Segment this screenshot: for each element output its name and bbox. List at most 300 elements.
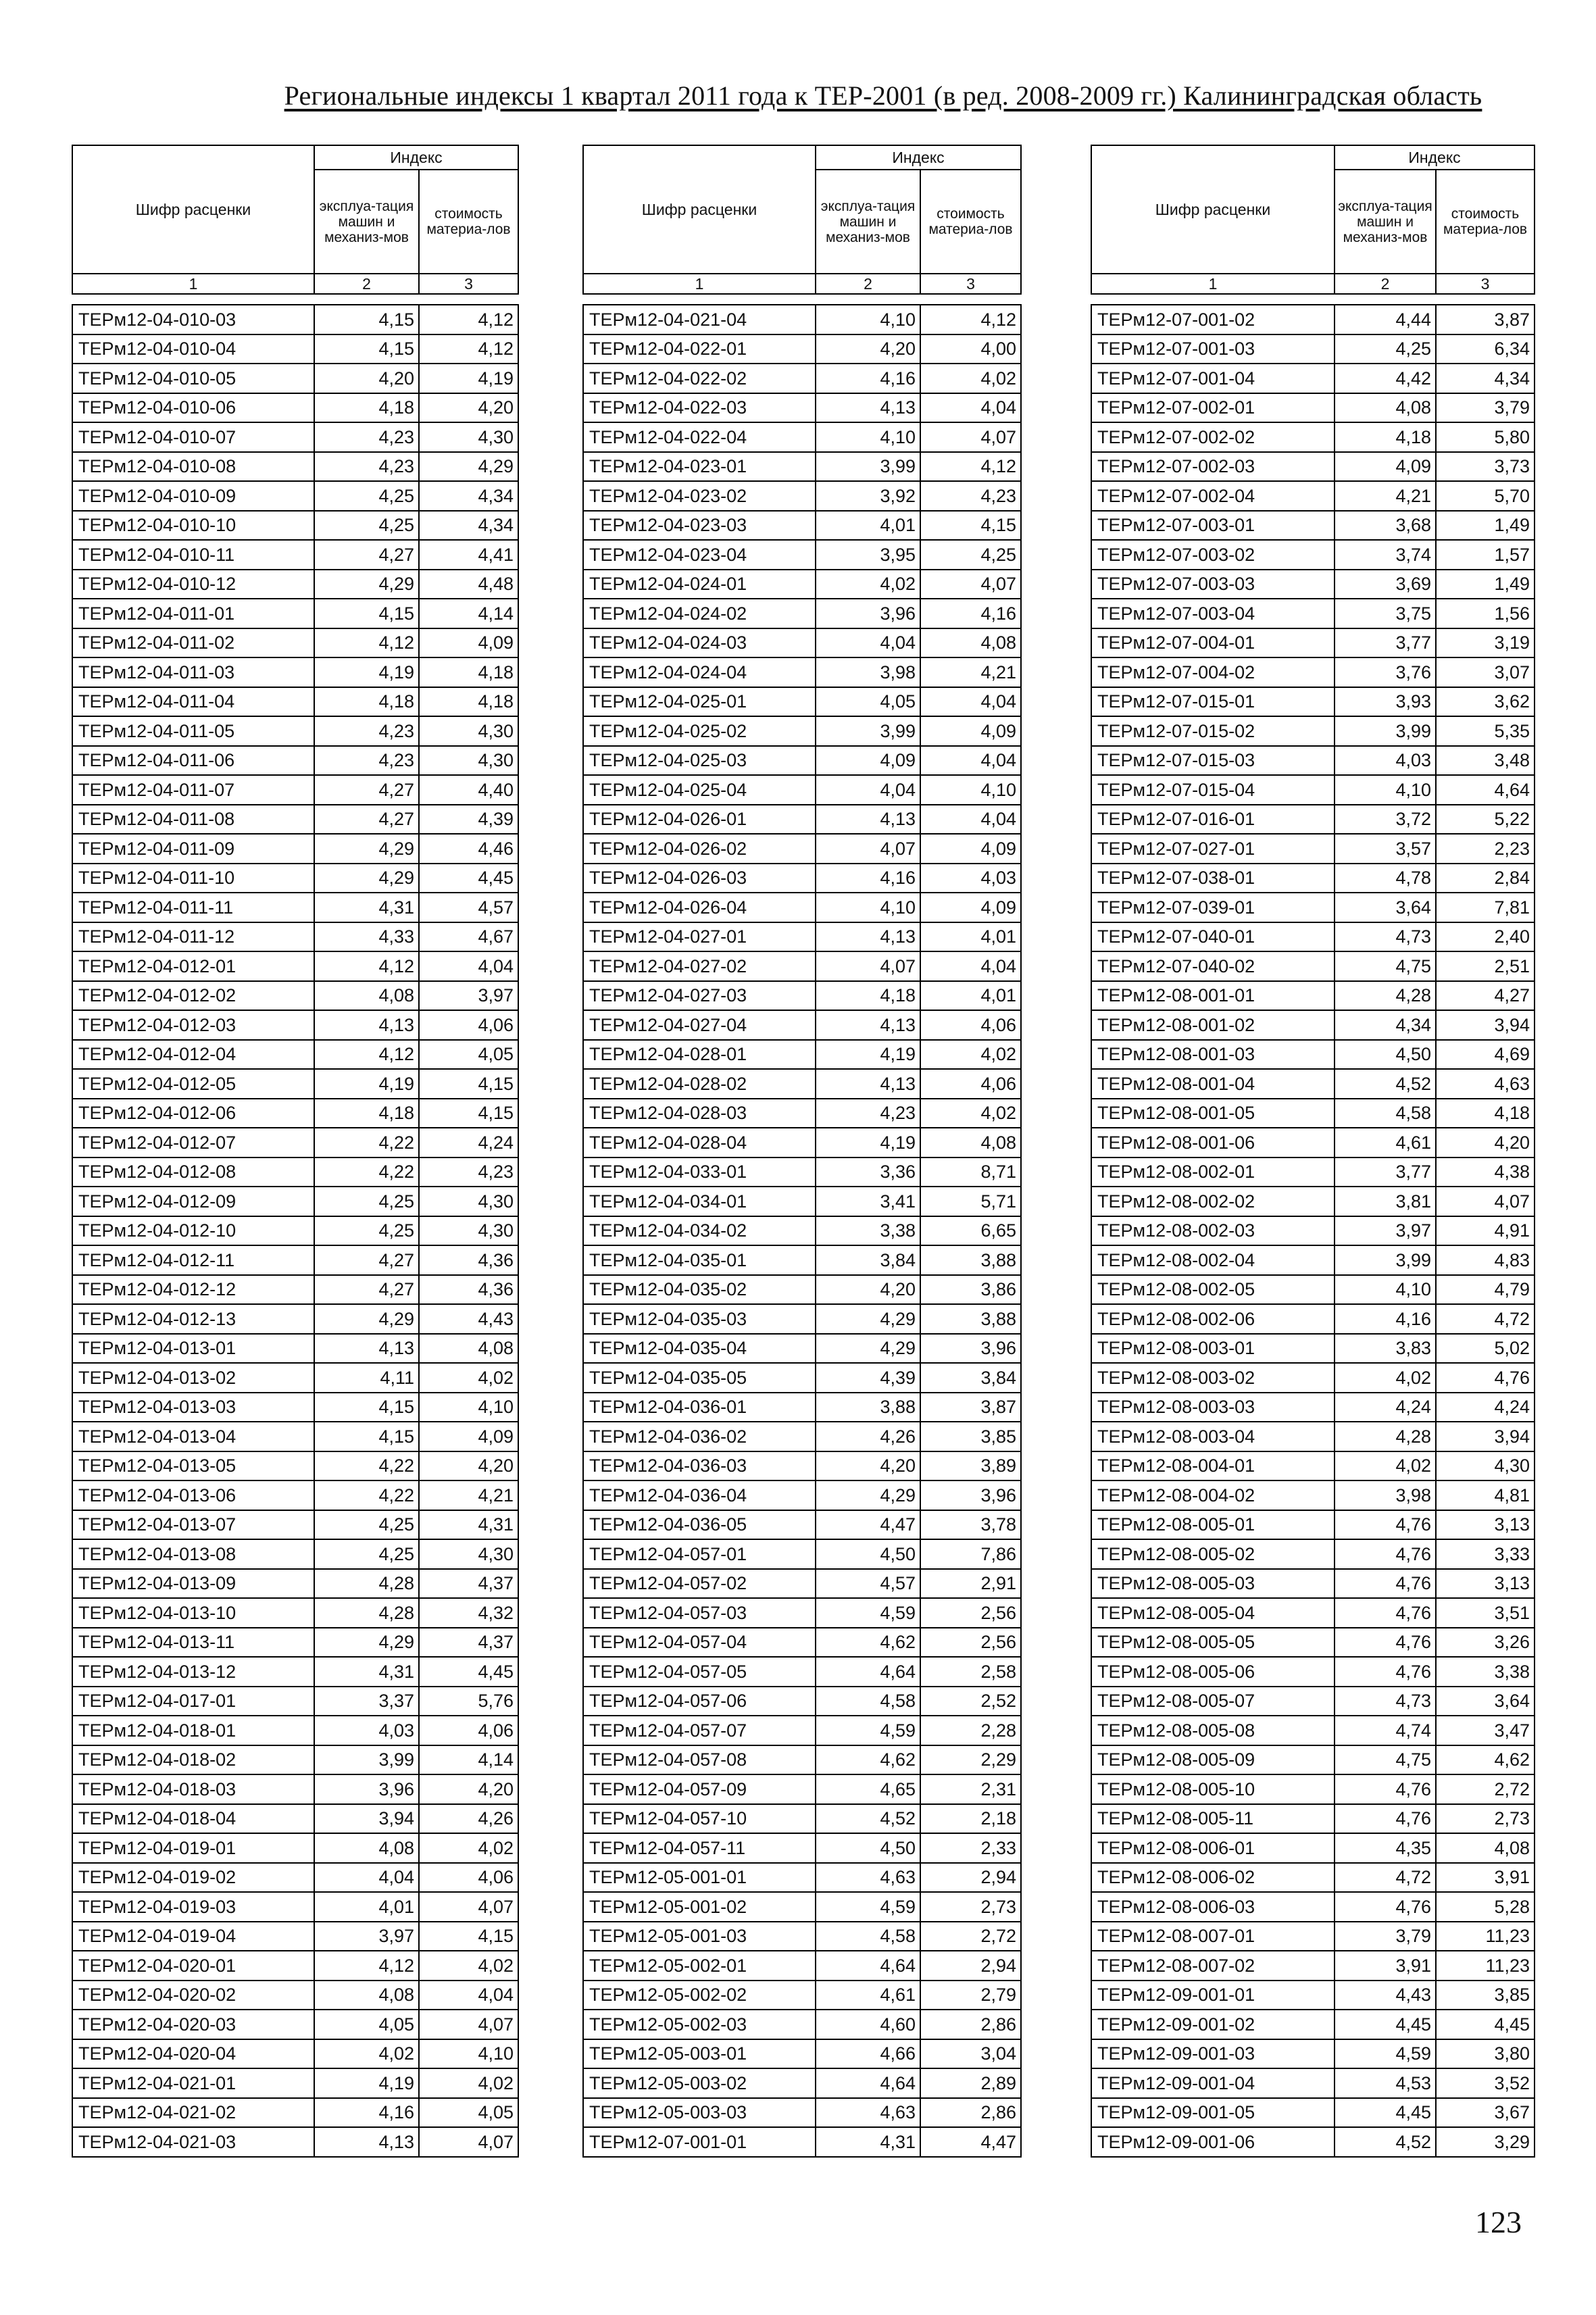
- rate-code-cell: ТЕРм12-04-057-11: [583, 1833, 816, 1863]
- materials-index-cell: 4,01: [920, 981, 1021, 1011]
- materials-index-cell: 5,35: [1436, 716, 1535, 746]
- machines-index-cell: 4,16: [1335, 1304, 1436, 1334]
- machines-index-cell: 4,76: [1335, 1569, 1436, 1599]
- machines-index-cell: 4,76: [1335, 1628, 1436, 1658]
- materials-index-cell: 4,10: [920, 775, 1021, 805]
- rate-code-cell: ТЕРм12-07-038-01: [1091, 864, 1335, 893]
- materials-index-cell: 2,40: [1436, 922, 1535, 952]
- table-row: [1091, 422, 1535, 452]
- materials-index-cell: 3,33: [1436, 1539, 1535, 1569]
- table-row: [72, 805, 518, 835]
- materials-index-cell: 4,02: [920, 1040, 1021, 1070]
- machines-column-header: эксплуа-тация машин и механиз-мов: [1335, 170, 1436, 274]
- materials-index-cell: 4,39: [419, 805, 518, 835]
- machines-index-cell: 4,10: [816, 305, 920, 334]
- machines-index-cell: 4,22: [314, 1158, 419, 1187]
- materials-index-cell: 4,30: [419, 746, 518, 776]
- rate-code-cell: ТЕРм12-08-005-11: [1091, 1804, 1335, 1834]
- machines-index-cell: 4,20: [314, 364, 419, 393]
- table-row: [72, 657, 518, 687]
- materials-index-cell: 4,19: [419, 364, 518, 393]
- rate-code-cell: ТЕРм12-09-001-05: [1091, 2098, 1335, 2128]
- materials-index-cell: 3,19: [1436, 628, 1535, 658]
- index-group-header: Индекс: [314, 145, 518, 170]
- machines-index-cell: 4,25: [314, 481, 419, 511]
- table-row: [1091, 364, 1535, 393]
- code-column-header: Шифр расценки: [72, 145, 314, 274]
- machines-index-cell: 4,02: [1335, 1451, 1436, 1481]
- materials-index-cell: 4,09: [419, 628, 518, 658]
- machines-index-cell: 3,74: [1335, 540, 1436, 570]
- machines-index-cell: 4,25: [1335, 334, 1436, 364]
- table-row: [1091, 1275, 1535, 1305]
- materials-index-cell: 3,26: [1436, 1628, 1535, 1658]
- table-row: [72, 1598, 518, 1628]
- table-row: [583, 687, 1021, 717]
- materials-index-cell: 4,24: [1436, 1393, 1535, 1422]
- rate-code-cell: ТЕРм12-04-013-06: [72, 1480, 314, 1510]
- machines-index-cell: 4,28: [1335, 981, 1436, 1011]
- rate-code-cell: ТЕРм12-07-003-04: [1091, 599, 1335, 628]
- materials-index-cell: 2,73: [920, 1892, 1021, 1922]
- column-number: 1: [1091, 274, 1335, 294]
- machines-index-cell: 4,12: [314, 951, 419, 981]
- machines-index-cell: 4,57: [816, 1569, 920, 1599]
- materials-index-cell: 4,72: [1436, 1304, 1535, 1334]
- materials-index-cell: 3,04: [920, 2039, 1021, 2069]
- index-group-header: Индекс: [816, 145, 1021, 170]
- materials-index-cell: 1,49: [1436, 511, 1535, 541]
- machines-index-cell: 4,64: [816, 1951, 920, 1981]
- machines-index-cell: 4,13: [816, 805, 920, 835]
- materials-index-cell: 4,15: [419, 1099, 518, 1128]
- table-row: [1091, 893, 1535, 922]
- rate-code-cell: ТЕРм12-04-023-03: [583, 511, 816, 541]
- table-row: [1091, 334, 1535, 364]
- table-row: [583, 805, 1021, 835]
- rate-code-cell: ТЕРм12-04-024-02: [583, 599, 816, 628]
- rate-code-cell: ТЕРм12-04-028-03: [583, 1099, 816, 1128]
- table-row: [72, 1158, 518, 1187]
- table-row: [1091, 1833, 1535, 1863]
- machines-index-cell: 3,99: [1335, 716, 1436, 746]
- materials-index-cell: 2,56: [920, 1598, 1021, 1628]
- machines-index-cell: 4,76: [1335, 1892, 1436, 1922]
- table-row: [583, 1128, 1021, 1158]
- machines-column-header: эксплуа-тация машин и механиз-мов: [314, 170, 419, 274]
- materials-index-cell: 2,72: [920, 1922, 1021, 1951]
- rate-code-cell: ТЕРм12-04-057-07: [583, 1716, 816, 1745]
- materials-index-cell: 3,80: [1436, 2039, 1535, 2069]
- machines-index-cell: 4,50: [1335, 1040, 1436, 1070]
- table-row: [72, 1745, 518, 1775]
- table-row: [583, 481, 1021, 511]
- rate-code-cell: ТЕРм12-04-026-01: [583, 805, 816, 835]
- rate-code-cell: ТЕРм12-04-022-04: [583, 422, 816, 452]
- materials-column-header: стоимость материа-лов: [419, 170, 518, 274]
- machines-index-cell: 3,38: [816, 1216, 920, 1246]
- table-row: [72, 1304, 518, 1334]
- machines-index-cell: 4,62: [816, 1745, 920, 1775]
- machines-index-cell: 4,59: [816, 1598, 920, 1628]
- rate-code-cell: ТЕРм12-04-020-03: [72, 2010, 314, 2039]
- table-row: [1091, 2039, 1535, 2069]
- table-row: [583, 1863, 1021, 1893]
- rate-code-cell: ТЕРм12-04-013-10: [72, 1598, 314, 1628]
- machines-index-cell: 4,05: [314, 2010, 419, 2039]
- materials-index-cell: 4,20: [419, 393, 518, 423]
- machines-index-cell: 4,07: [816, 951, 920, 981]
- table-row: [72, 1451, 518, 1481]
- materials-index-cell: 3,73: [1436, 452, 1535, 482]
- table-row: [1091, 1422, 1535, 1451]
- table-row: [583, 716, 1021, 746]
- rate-code-cell: ТЕРм12-08-004-02: [1091, 1480, 1335, 1510]
- table-row: [1091, 834, 1535, 864]
- rate-code-cell: ТЕРм12-04-036-03: [583, 1451, 816, 1481]
- rate-code-cell: ТЕРм12-07-001-01: [583, 2127, 816, 2157]
- machines-index-cell: 4,44: [1335, 305, 1436, 334]
- materials-index-cell: 3,89: [920, 1451, 1021, 1481]
- materials-index-cell: 4,09: [920, 716, 1021, 746]
- machines-index-cell: 4,13: [314, 2127, 419, 2157]
- table-row: [72, 1187, 518, 1216]
- materials-index-cell: 4,83: [1436, 1245, 1535, 1275]
- machines-index-cell: 4,29: [314, 1628, 419, 1658]
- rate-code-cell: ТЕРм12-04-024-03: [583, 628, 816, 658]
- rate-code-cell: ТЕРм12-04-057-05: [583, 1657, 816, 1687]
- machines-index-cell: 4,22: [314, 1128, 419, 1158]
- rate-code-cell: ТЕРм12-07-039-01: [1091, 893, 1335, 922]
- table-row: [583, 628, 1021, 658]
- materials-index-cell: 4,04: [920, 746, 1021, 776]
- table-row: [583, 1187, 1021, 1216]
- machines-index-cell: 3,69: [1335, 570, 1436, 599]
- rate-code-cell: ТЕРм12-08-005-06: [1091, 1657, 1335, 1687]
- machines-index-cell: 4,20: [816, 334, 920, 364]
- materials-index-cell: 2,73: [1436, 1804, 1535, 1834]
- rate-code-cell: ТЕРм12-07-004-02: [1091, 657, 1335, 687]
- machines-index-cell: 4,18: [314, 687, 419, 717]
- machines-index-cell: 4,27: [314, 1275, 419, 1305]
- table-row: [583, 1422, 1021, 1451]
- rate-code-cell: ТЕРм12-08-003-04: [1091, 1422, 1335, 1451]
- rate-code-cell: ТЕРм12-04-024-01: [583, 570, 816, 599]
- machines-index-cell: 4,45: [1335, 2098, 1436, 2128]
- machines-index-cell: 4,61: [816, 1981, 920, 2010]
- table-row: [583, 1892, 1021, 1922]
- rate-code-cell: ТЕРм12-08-005-10: [1091, 1774, 1335, 1804]
- machines-index-cell: 4,31: [314, 893, 419, 922]
- materials-index-cell: 4,64: [1436, 775, 1535, 805]
- machines-index-cell: 4,29: [314, 834, 419, 864]
- table-row: [1091, 1657, 1535, 1687]
- materials-index-cell: 4,43: [419, 1304, 518, 1334]
- table-row: [1091, 864, 1535, 893]
- table-row: [1091, 1951, 1535, 1981]
- table-row: [1091, 2127, 1535, 2157]
- rate-code-cell: ТЕРм12-07-001-03: [1091, 334, 1335, 364]
- machines-index-cell: 4,13: [816, 1069, 920, 1099]
- materials-index-cell: 4,05: [419, 1040, 518, 1070]
- rate-code-cell: ТЕРм12-07-027-01: [1091, 834, 1335, 864]
- machines-index-cell: 4,62: [816, 1628, 920, 1658]
- table-row: [583, 511, 1021, 541]
- rate-code-cell: ТЕРм12-04-012-07: [72, 1128, 314, 1158]
- materials-index-cell: 2,56: [920, 1628, 1021, 1658]
- rate-code-cell: ТЕРм12-04-011-12: [72, 922, 314, 952]
- rate-code-cell: ТЕРм12-04-011-06: [72, 746, 314, 776]
- rate-code-cell: ТЕРм12-04-027-02: [583, 951, 816, 981]
- machines-index-cell: 4,35: [1335, 1833, 1436, 1863]
- materials-index-cell: 4,04: [419, 951, 518, 981]
- table-row: [72, 1628, 518, 1658]
- materials-index-cell: 1,57: [1436, 540, 1535, 570]
- materials-index-cell: 4,01: [920, 922, 1021, 952]
- machines-index-cell: 3,36: [816, 1158, 920, 1187]
- table-row: [583, 1304, 1021, 1334]
- rate-code-cell: ТЕРм12-04-010-09: [72, 481, 314, 511]
- materials-index-cell: 4,18: [419, 657, 518, 687]
- table-row: [583, 1040, 1021, 1070]
- machines-index-cell: 3,91: [1335, 1951, 1436, 1981]
- table-row: [72, 1774, 518, 1804]
- rate-code-cell: ТЕРм12-07-003-03: [1091, 570, 1335, 599]
- rate-code-cell: ТЕРм12-04-011-08: [72, 805, 314, 835]
- rate-code-cell: ТЕРм12-04-036-02: [583, 1422, 816, 1451]
- rate-code-cell: ТЕРм12-04-013-02: [72, 1363, 314, 1393]
- materials-index-cell: 4,30: [419, 1216, 518, 1246]
- rate-code-cell: ТЕРм12-04-057-09: [583, 1774, 816, 1804]
- materials-index-cell: 3,78: [920, 1510, 1021, 1540]
- table-row: [72, 981, 518, 1011]
- rate-code-cell: ТЕРм12-04-027-03: [583, 981, 816, 1011]
- table-row: [72, 1539, 518, 1569]
- materials-index-cell: 3,67: [1436, 2098, 1535, 2128]
- rate-code-cell: ТЕРм12-04-025-04: [583, 775, 816, 805]
- table-row: [1091, 393, 1535, 423]
- materials-index-cell: 4,21: [920, 657, 1021, 687]
- rate-code-cell: ТЕРм12-04-012-13: [72, 1304, 314, 1334]
- rate-code-cell: ТЕРм12-08-003-02: [1091, 1363, 1335, 1393]
- table-row: [1091, 1128, 1535, 1158]
- materials-index-cell: 2,91: [920, 1569, 1021, 1599]
- rate-code-cell: ТЕРм12-04-013-03: [72, 1393, 314, 1422]
- machines-index-cell: 4,59: [816, 1716, 920, 1745]
- machines-index-cell: 4,18: [314, 393, 419, 423]
- materials-index-cell: 3,47: [1436, 1716, 1535, 1745]
- machines-index-cell: 4,29: [816, 1304, 920, 1334]
- machines-index-cell: 4,19: [816, 1128, 920, 1158]
- machines-index-cell: 3,92: [816, 481, 920, 511]
- rate-code-cell: ТЕРм12-04-019-01: [72, 1833, 314, 1863]
- table-row: [583, 1539, 1021, 1569]
- materials-index-cell: 4,14: [419, 599, 518, 628]
- table-row: [1091, 1187, 1535, 1216]
- materials-index-cell: 4,07: [920, 570, 1021, 599]
- table-row: [583, 893, 1021, 922]
- machines-index-cell: 4,65: [816, 1774, 920, 1804]
- machines-index-cell: 4,11: [314, 1363, 419, 1393]
- machines-index-cell: 4,13: [314, 1010, 419, 1040]
- table-row: [583, 2098, 1021, 2128]
- machines-index-cell: 4,43: [1335, 1981, 1436, 2010]
- table-row: [1091, 805, 1535, 835]
- rate-code-cell: ТЕРм12-04-057-06: [583, 1687, 816, 1716]
- materials-index-cell: 4,08: [419, 1334, 518, 1364]
- rate-code-cell: ТЕРм12-04-012-12: [72, 1275, 314, 1305]
- machines-index-cell: 3,98: [1335, 1480, 1436, 1510]
- rate-code-cell: ТЕРм12-04-057-01: [583, 1539, 816, 1569]
- table-row: [583, 1334, 1021, 1364]
- materials-index-cell: 3,62: [1436, 687, 1535, 717]
- machines-index-cell: 4,18: [1335, 422, 1436, 452]
- machines-index-cell: 4,25: [314, 511, 419, 541]
- machines-index-cell: 4,19: [314, 1069, 419, 1099]
- materials-index-cell: 3,52: [1436, 2068, 1535, 2098]
- table-row: [583, 422, 1021, 452]
- table-row: [72, 1569, 518, 1599]
- materials-index-cell: 1,56: [1436, 599, 1535, 628]
- machines-index-cell: 4,31: [314, 1657, 419, 1687]
- table-row: [583, 1745, 1021, 1775]
- materials-column-header: стоимость материа-лов: [920, 170, 1021, 274]
- table-row: [72, 1951, 518, 1981]
- table-row: [72, 422, 518, 452]
- materials-index-cell: 7,81: [1436, 893, 1535, 922]
- machines-index-cell: 3,79: [1335, 1922, 1436, 1951]
- rate-code-cell: ТЕРм12-08-006-01: [1091, 1833, 1335, 1863]
- machines-index-cell: 4,28: [314, 1569, 419, 1599]
- rate-code-cell: ТЕРм12-04-010-06: [72, 393, 314, 423]
- rate-code-cell: ТЕРм12-08-002-06: [1091, 1304, 1335, 1334]
- machines-index-cell: 4,29: [314, 570, 419, 599]
- code-column-header: Шифр расценки: [1091, 145, 1335, 274]
- table-row: [72, 1010, 518, 1040]
- materials-index-cell: 4,07: [920, 422, 1021, 452]
- machines-index-cell: 4,12: [314, 1040, 419, 1070]
- materials-index-cell: 4,04: [920, 393, 1021, 423]
- rate-code-cell: ТЕРм12-07-002-04: [1091, 481, 1335, 511]
- machines-index-cell: 4,50: [816, 1833, 920, 1863]
- table-row: [72, 716, 518, 746]
- table-row: [1091, 1393, 1535, 1422]
- table-row: [72, 2098, 518, 2128]
- table-row: [1091, 1304, 1535, 1334]
- machines-index-cell: 3,88: [816, 1393, 920, 1422]
- table-row: [72, 2068, 518, 2098]
- materials-index-cell: 4,48: [419, 570, 518, 599]
- materials-index-cell: 4,46: [419, 834, 518, 864]
- rate-code-cell: ТЕРм12-08-001-06: [1091, 1128, 1335, 1158]
- table-row: [72, 540, 518, 570]
- machines-index-cell: 4,61: [1335, 1128, 1436, 1158]
- column-number: 2: [816, 274, 920, 294]
- table-row: [1091, 1716, 1535, 1745]
- rate-code-cell: ТЕРм12-04-012-04: [72, 1040, 314, 1070]
- table-row: [583, 1716, 1021, 1745]
- rate-code-cell: ТЕРм12-08-005-01: [1091, 1510, 1335, 1540]
- machines-index-cell: 4,26: [816, 1422, 920, 1451]
- machines-index-cell: 4,52: [1335, 1069, 1436, 1099]
- rate-code-cell: ТЕРм12-04-026-02: [583, 834, 816, 864]
- machines-index-cell: 4,01: [314, 1892, 419, 1922]
- machines-index-cell: 3,96: [314, 1774, 419, 1804]
- materials-index-cell: 4,04: [920, 687, 1021, 717]
- machines-index-cell: 4,28: [1335, 1422, 1436, 1451]
- materials-index-cell: 2,84: [1436, 864, 1535, 893]
- rate-code-cell: ТЕРм12-07-001-04: [1091, 364, 1335, 393]
- materials-index-cell: 3,86: [920, 1275, 1021, 1305]
- table-row: [72, 1216, 518, 1246]
- rate-code-cell: ТЕРм12-04-022-02: [583, 364, 816, 393]
- materials-index-cell: 4,02: [920, 364, 1021, 393]
- table-row: [1091, 540, 1535, 570]
- table-row: [72, 481, 518, 511]
- rate-code-cell: ТЕРм12-04-013-09: [72, 1569, 314, 1599]
- materials-index-cell: 4,37: [419, 1628, 518, 1658]
- rate-code-cell: ТЕРм12-04-057-08: [583, 1745, 816, 1775]
- table-row: [583, 1010, 1021, 1040]
- table-row: [583, 864, 1021, 893]
- machines-index-cell: 3,41: [816, 1187, 920, 1216]
- rate-code-cell: ТЕРм12-07-002-01: [1091, 393, 1335, 423]
- table-row: [72, 1480, 518, 1510]
- table-row: [1091, 1245, 1535, 1275]
- materials-index-cell: 4,21: [419, 1480, 518, 1510]
- rate-code-cell: ТЕРм12-05-002-03: [583, 2010, 816, 2039]
- machines-index-cell: 4,21: [1335, 481, 1436, 511]
- table-row: [1091, 1451, 1535, 1481]
- materials-index-cell: 1,49: [1436, 570, 1535, 599]
- materials-index-cell: 7,86: [920, 1539, 1021, 1569]
- machines-index-cell: 4,24: [1335, 1393, 1436, 1422]
- table-row: [1091, 1863, 1535, 1893]
- machines-index-cell: 4,64: [816, 2068, 920, 2098]
- rate-code-cell: ТЕРм12-05-001-01: [583, 1863, 816, 1893]
- table-row: [583, 570, 1021, 599]
- materials-index-cell: 4,10: [419, 1393, 518, 1422]
- materials-index-cell: 11,23: [1436, 1922, 1535, 1951]
- materials-index-cell: 4,03: [920, 864, 1021, 893]
- machines-index-cell: 4,72: [1335, 1863, 1436, 1893]
- materials-index-cell: 4,40: [419, 775, 518, 805]
- rate-code-cell: ТЕРм12-04-020-02: [72, 1981, 314, 2010]
- machines-index-cell: 4,27: [314, 775, 419, 805]
- rate-code-cell: ТЕРм12-08-002-03: [1091, 1216, 1335, 1246]
- rate-code-cell: ТЕРм12-05-003-03: [583, 2098, 816, 2128]
- table-row: [583, 2010, 1021, 2039]
- materials-index-cell: 4,30: [1436, 1451, 1535, 1481]
- materials-index-cell: 4,63: [1436, 1069, 1535, 1099]
- table-row: [1091, 922, 1535, 952]
- table-row: [1091, 1363, 1535, 1393]
- materials-index-cell: 4,34: [419, 481, 518, 511]
- machines-index-cell: 4,07: [816, 834, 920, 864]
- machines-index-cell: 3,96: [816, 599, 920, 628]
- rate-code-cell: ТЕРм12-04-010-12: [72, 570, 314, 599]
- materials-index-cell: 4,14: [419, 1745, 518, 1775]
- machines-index-cell: 4,09: [816, 746, 920, 776]
- materials-index-cell: 4,07: [419, 2127, 518, 2157]
- rate-code-cell: ТЕРм12-04-025-03: [583, 746, 816, 776]
- machines-index-cell: 4,64: [816, 1657, 920, 1687]
- rate-code-cell: ТЕРм12-07-040-02: [1091, 951, 1335, 981]
- materials-index-cell: 4,69: [1436, 1040, 1535, 1070]
- table-row: [1091, 1539, 1535, 1569]
- machines-index-cell: 3,77: [1335, 628, 1436, 658]
- rate-code-cell: ТЕРм12-08-001-02: [1091, 1010, 1335, 1040]
